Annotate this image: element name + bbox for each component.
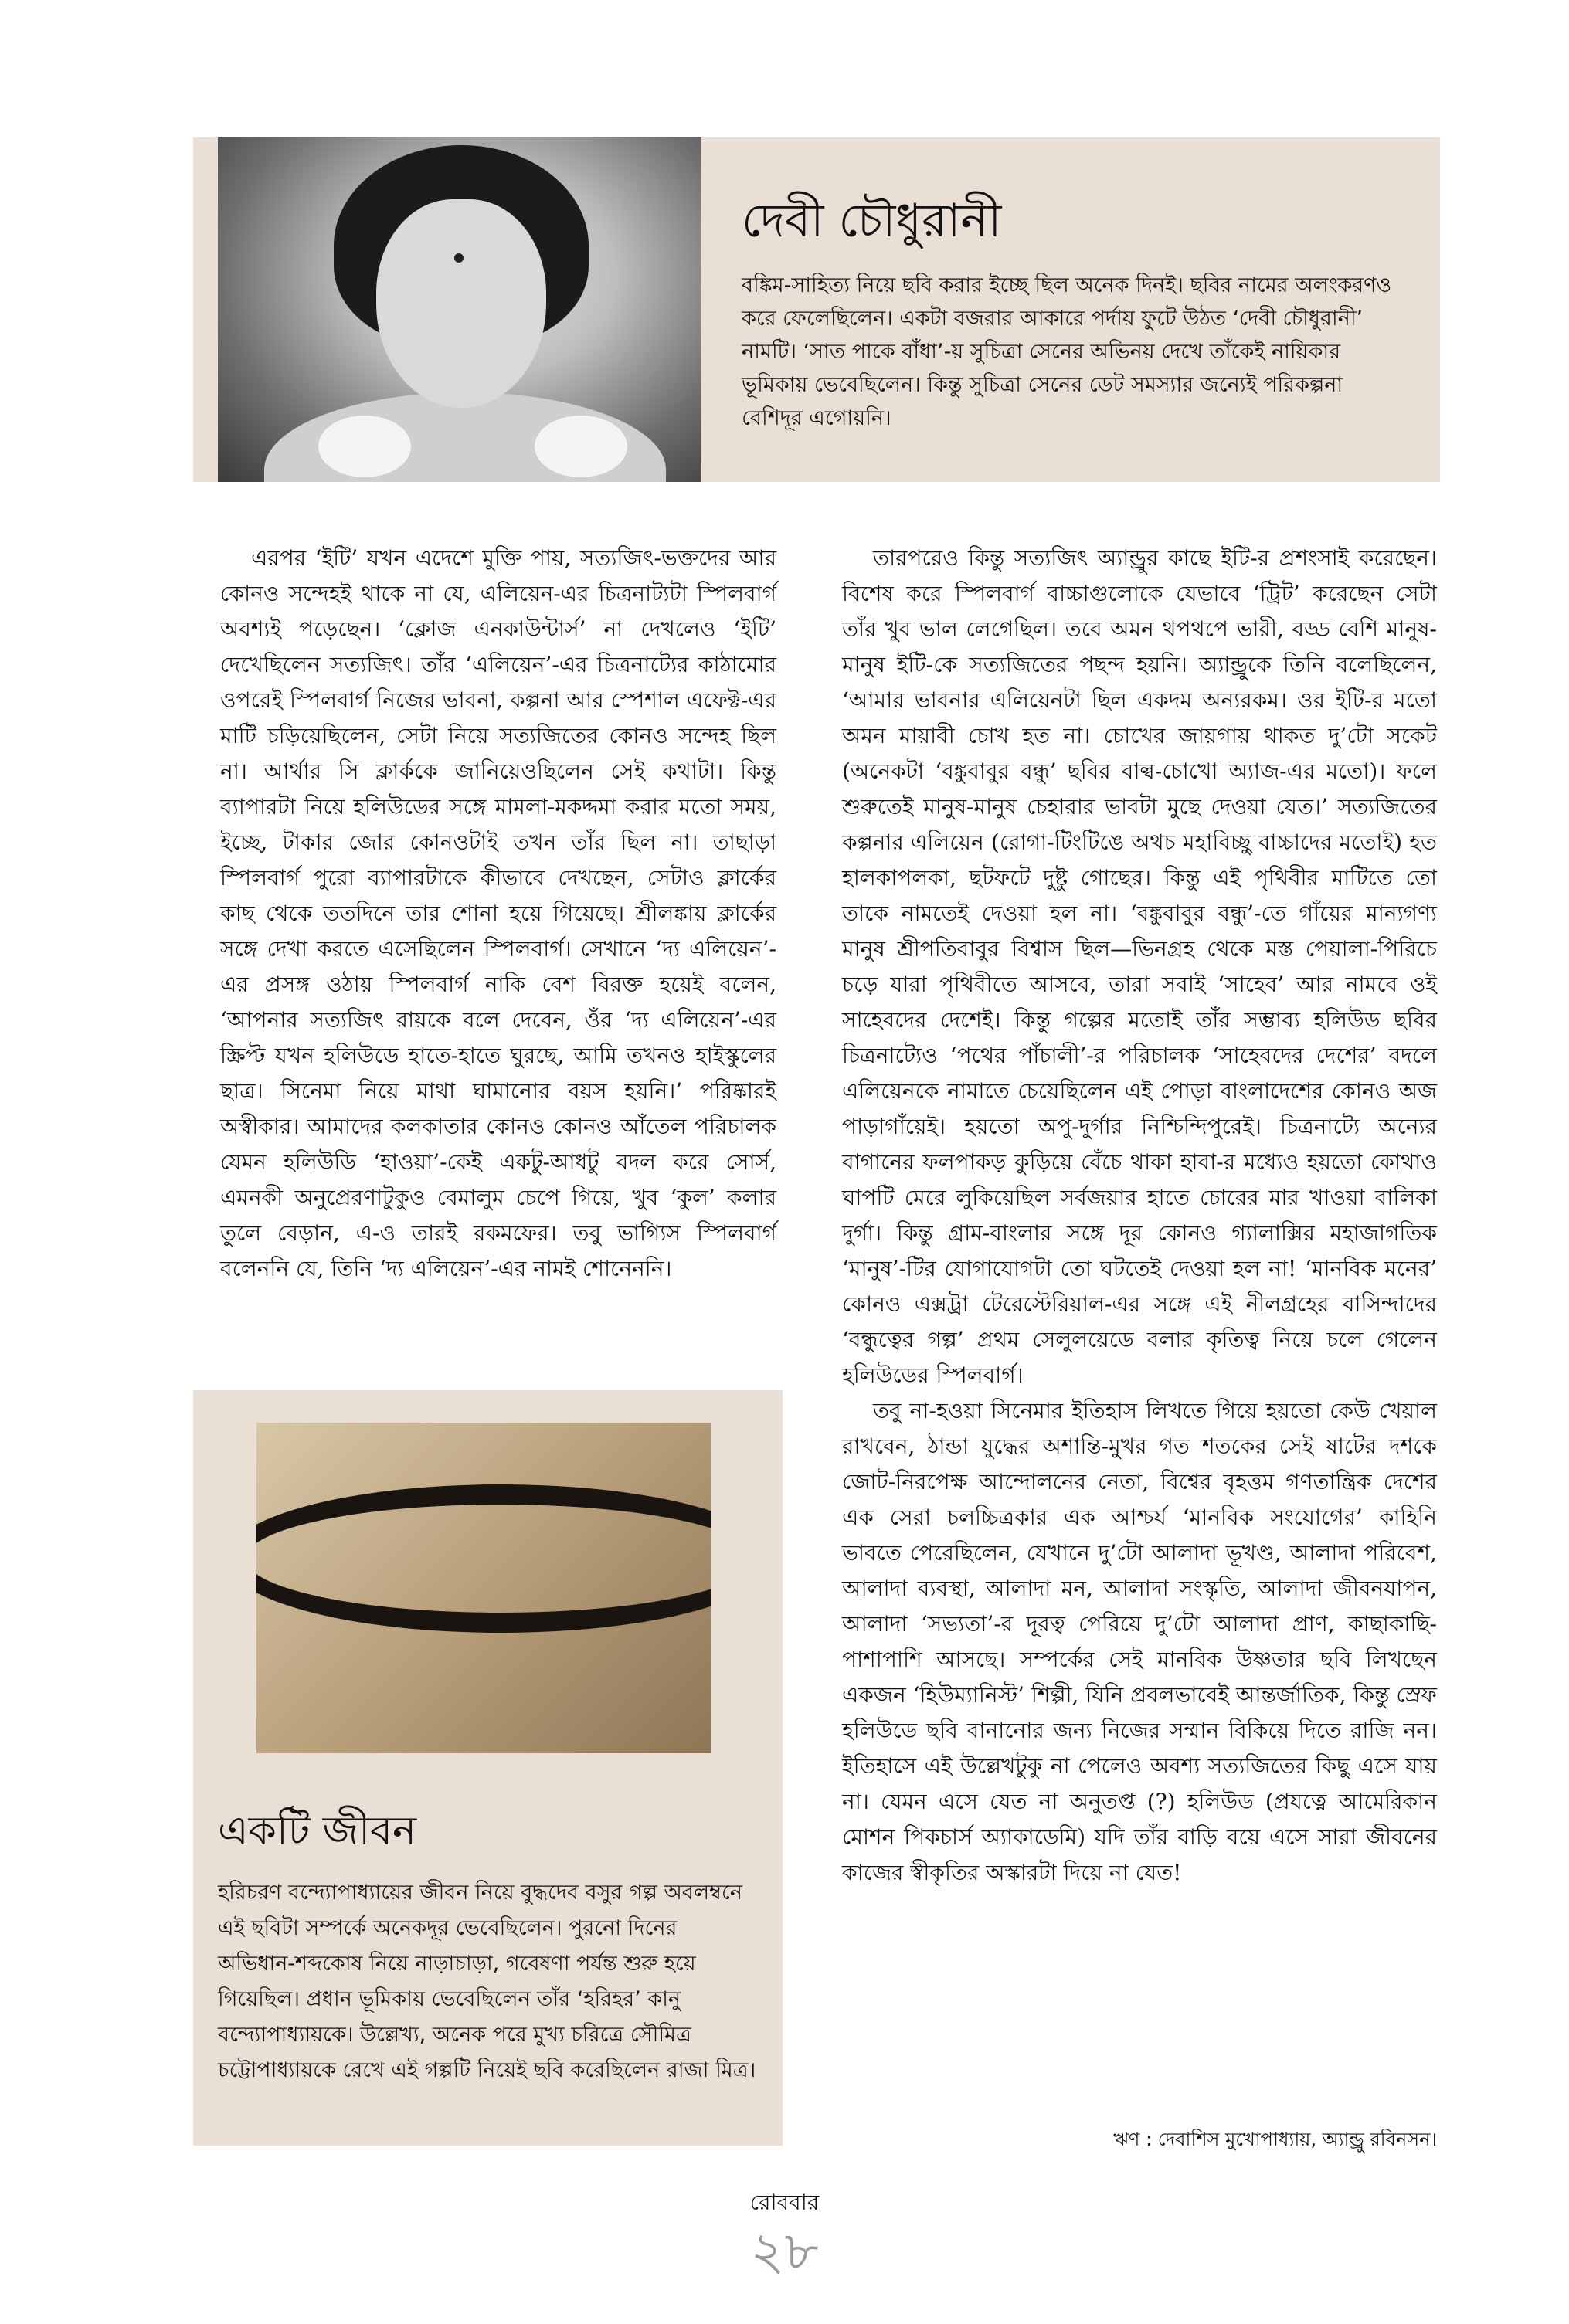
magazine-name: রোববার	[749, 2190, 820, 2215]
credit-line: ঋণ : দেবাশিস মুখোপাধ্যায়, অ্যান্ড্রু রবিনসন।	[1113, 2129, 1437, 2150]
article-column-right	[842, 541, 1437, 1891]
sidebar-box-devi-chaudhurani	[193, 137, 1440, 482]
glasses-on-book-photo	[256, 1423, 711, 1753]
sidebar-box-ekti-jibon	[193, 1390, 783, 2146]
box-title: একটি জীবন	[218, 1808, 417, 1854]
article-paragraph: তারপরেও কিন্তু সত্যজিৎ অ্যান্ড্রুর কাছে ইটি-র প্রশংসাই করেছেন। বিশেষ করে স্পিলবার্গ বাচ্চাগুলোকে যেভাবে ‘ট্রিট’ করেছেন সেটা তাঁর খুব ভাল লেগেছিল। তবে অমন থপথপে ভারী, বড্ড বেশি মানুষ-মানুষ ইটি-কে সত্যজিতের পছন্দ হয়নি। অ্যান্ড্রুকে তিনি বলেছিলেন, ‘আমার ভাবনার এলিয়েনটা ছিল একদম অন্যরকম। ওর ইটি-র মতো অমন মায়াবী চোখ হত না। চোখের জায়গায় থাকত দু’টো সকেট (অনেকটা ‘বঙ্কুবাবুর বন্ধু’ ছবির বাল্ব-চোখো অ্যাজ-এর মতো)। ফলে শুরুতেই মানুষ-মানুষ চেহারার ভাবটা মুছে দেওয়া যেত।’ সত্যজিতের কল্পনার এলিয়েন (রোগা-টিংটিঙে অথচ মহাবিচ্ছু বাচ্চাদের মতোই) হত হালকাপলকা, ছটফটে দুষ্টু গোছের। কিন্তু এই পৃথিবীর মাটিতে তো তাকে নামতেই দেওয়া হল না। ‘বঙ্কুবাবুর বন্ধু’-তে গাঁয়ের মান্যগণ্য মানুষ শ্রীপতিবাবুর বিশ্বাস ছিল—ভিনগ্রহ থেকে মস্ত পেয়ালা-পিরিচে চড়ে যারা পৃথিবীতে আসবে, তারা সবাই ‘সাহেব’ আর নামবে ওই সাহেবদের দেশেই। কিন্তু গল্পের মতোই তাঁর সম্ভাব্য হলিউড ছবির চিত্রনাট্যেও ‘পথের পাঁচালী’-র পরিচালক ‘সাহেবদের দেশের’ বদলে এলিয়েনকে নামাতে চেয়েছিলেন এই পোড়া বাংলাদেশের কোনও অজ পাড়াগাঁয়েই। হয়তো অপু-দুর্গার নিশ্চিন্দিপুরেই। চিত্রনাট্যে অন্যের বাগানের ফলপাকড় কুড়িয়ে বেঁচে থাকা হাবা-র মধ্যেও হয়তো কোথাও ঘাপটি মেরে লুকিয়েছিল সর্বজয়ার হাতে চোরের মার খাওয়া বালিকা দুর্গা। কিন্তু গ্রাম-বাংলার সঙ্গে দূর কোনও গ্যালাক্সির মহাজাগতিক ‘মানুষ’-টির যোগাযোগটা তো ঘটতেই দেওয়া হল না! ‘মানবিক মনের’ কোনও এক্সট্রা টেরেস্টেরিয়াল-এর সঙ্গে এই নীলগ্রহের বাসিন্দাদের ‘বন্ধুত্বের গল্প’ প্রথম সেলুলয়েডে বলার কৃতিত্ব নিয়ে চলে গেলেন হলিউডের স্পিলবার্গ।	[842, 545, 1437, 1388]
box-body: বঙ্কিম-সাহিত্য নিয়ে ছবি করার ইচ্ছে ছিল অনেক দিনই। ছবির নামের অলংকরণও করে ফেলেছিলেন। একটা বজরার আকারে পর্দায় ফুটে উঠত ‘দেবী চৌধুরানী’ নামটি। ‘সাত পাকে বাঁধা’-য় সুচিত্রা সেনের অভিনয় দেখে তাঁকেই নায়িকার ভূমিকায় ভেবেছিলেন। কিন্তু সুচিত্রা সেনের ডেট সমস্যার জন্যেই পরিকল্পনা বেশিদূর এগোয়নি।	[742, 273, 1392, 430]
actress-photo	[218, 137, 701, 482]
box-body: হরিচরণ বন্দ্যোপাধ্যায়ের জীবন নিয়ে বুদ্ধদেব বসুর গল্প অবলম্বনে এই ছবিটা সম্পর্কে অনেকদূর ভেবেছিলেন। পুরনো দিনের অভিধান-শব্দকোষ নিয়ে নাড়াচাড়া, গবেষণা পর্যন্ত শুরু হয়ে গিয়েছিল। প্রধান ভূমিকায় ভেবেছিলেন তাঁর ‘হরিহর’ কানু বন্দ্যোপাধ্যায়কে। উল্লেখ্য, অনেক পরে মুখ্য চরিত্রে সৌমিত্র চট্টোপাধ্যায়কে রেখে এই গল্পটি নিয়েই ছবি করেছিলেন রাজা মিত্র।	[218, 1881, 756, 2082]
box-title: দেবী চৌধুরানী	[742, 194, 1002, 248]
article-paragraph: এরপর ‘ইটি’ যখন এদেশে মুক্তি পায়, সত্যজিৎ-ভক্তদের আর কোনও সন্দেহই থাকে না যে, এলিয়েন-এর চিত্রনাট্যটা স্পিলবার্গ অবশ্যই পড়েছেন। ‘ক্লোজ এনকাউন্টার্স’ না দেখলেও ‘ইটি’ দেখেছিলেন সত্যজিৎ। তাঁর ‘এলিয়েন’-এর চিত্রনাট্যের কাঠামোর ওপরেই স্পিলবার্গ নিজের ভাবনা, কল্পনা আর স্পেশাল এফেক্ট-এর মাটি চড়িয়েছিলেন, সেটা নিয়ে সত্যজিতের কোনও সন্দেহ ছিল না। আর্থার সি ক্লার্ককে জানিয়েওছিলেন সেই কথাটা। কিন্তু ব্যাপারটা নিয়ে হলিউডের সঙ্গে মামলা-মকদ্দমা করার মতো সময়, ইচ্ছে, টাকার জোর কোনওটাই তখন তাঁর ছিল না। তাছাড়া স্পিলবার্গ পুরো ব্যাপারটাকে কীভাবে দেখছেন, সেটাও ক্লার্কের কাছ থেকে ততদিনে তার শোনা হয়ে গিয়েছে। শ্রীলঙ্কায় ক্লার্কের সঙ্গে দেখা করতে এসেছিলেন স্পিলবার্গ। সেখানে ‘দ্য এলিয়েন’-এর প্রসঙ্গ ওঠায় স্পিলবার্গ নাকি বেশ বিরক্ত হয়েই বলেন, ‘আপনার সত্যজিৎ রায়কে বলে দেবেন, ওঁর ‘দ্য এলিয়েন’-এর স্ক্রিপ্ট যখন হলিউডে হাতে-হাতে ঘুরছে, আমি তখনও হাইস্কুলের ছাত্র। সিনেমা নিয়ে মাথা ঘামানোর বয়স হয়নি।’ পরিষ্কারই অস্বীকার। আমাদের কলকাতার কোনও কোনও আঁতেল পরিচালক যেমন হলিউডি ‘হাওয়া’-কেই একটু-আধটু বদল করে সোর্স, এমনকী অনুপ্রেরণাটুকুও বেমালুম চেপে গিয়ে, খুব ‘কুল’ কলার তুলে বেড়ান, এ-ও তারই রকমফের। তবু ভাগ্যিস স্পিলবার্গ বলেননি যে, তিনি ‘দ্য এলিয়েন’-এর নামই শোনেননি।	[220, 545, 776, 1281]
article-column-left	[220, 541, 776, 1287]
article-paragraph: তবু না-হওয়া সিনেমার ইতিহাস লিখতে গিয়ে হয়তো কেউ খেয়াল রাখবেন, ঠান্ডা যুদ্ধের অশান্তি-মুখর গত শতকের সেই ষাটের দশকে জোট-নিরপেক্ষ আন্দোলনের নেতা, বিশ্বের বৃহত্তম গণতান্ত্রিক দেশের এক সেরা চলচ্চিত্রকার এক আশ্চর্য ‘মানবিক সংযোগের’ কাহিনি ভাবতে পেরেছিলেন, যেখানে দু’টো আলাদা ভূখণ্ড, আলাদা পরিবেশ, আলাদা ব্যবস্থা, আলাদা মন, আলাদা সংস্কৃতি, আলাদা জীবনযাপন, আলাদা ‘সভ্যতা’-র দূরত্ব পেরিয়ে দু’টো আলাদা প্রাণ, কাছাকাছি-পাশাপাশি আসছে। সম্পর্কের সেই মানবিক উষ্ণতার ছবি লিখছেন একজন ‘হিউম্যানিস্ট’ শিল্পী, যিনি প্রবলভাবেই আন্তর্জাতিক, কিন্তু স্রেফ হলিউডে ছবি বানানোর জন্য নিজের সম্মান বিকিয়ে দিতে রাজি নন। ইতিহাসে এই উল্লেখটুকু না পেলেও অবশ্য সত্যজিতের কিছু এসে যায় না। যেমন এসে যেত না অনুতপ্ত (?) হলিউড (প্রযত্নে আমেরিকান মোশন পিকচার্স অ্যাকাডেমি) যদি তাঁর বাড়ি বয়ে এসে সারা জীবনের কাজের স্বীকৃতির অস্কারটা দিয়ে না যেত!	[842, 1398, 1437, 1885]
page-number: ২৮	[750, 2221, 819, 2282]
